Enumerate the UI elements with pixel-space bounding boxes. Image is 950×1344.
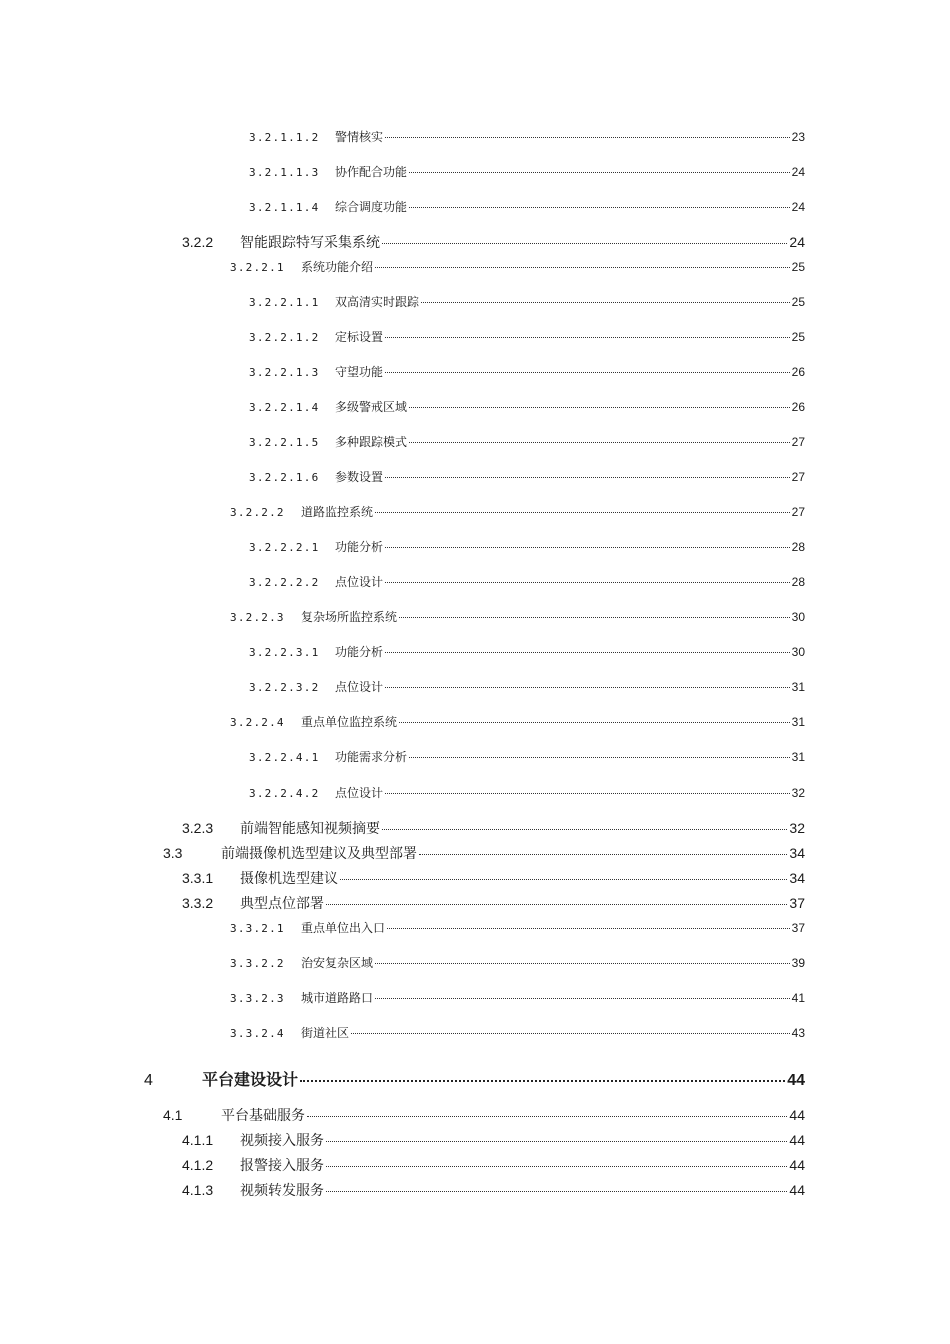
toc-entry[interactable]	[249, 538, 805, 555]
dot-leader	[375, 266, 790, 268]
toc-title: 视频转发服务	[240, 1183, 324, 1199]
toc-title: 平台基础服务	[221, 1108, 305, 1124]
toc-title: 道路监控系统	[301, 505, 374, 519]
dot-leader	[382, 242, 787, 244]
toc-number: 3.2.2.2	[230, 506, 285, 519]
toc-entry[interactable]	[163, 1105, 805, 1125]
toc-number: 4	[144, 1072, 153, 1089]
dot-leader	[307, 1115, 787, 1117]
toc-entry[interactable]	[249, 328, 805, 345]
toc-title: 多级警戒区域	[335, 400, 408, 414]
toc-number: 3.2.2.3	[230, 611, 285, 624]
dot-leader	[409, 406, 790, 408]
toc-entry[interactable]	[182, 893, 805, 913]
toc-number: 3.2.2.3.1	[249, 646, 320, 659]
dot-leader	[387, 927, 790, 929]
dot-leader	[375, 511, 790, 513]
toc-page-number: 32	[789, 820, 805, 836]
toc-entry[interactable]	[230, 919, 805, 936]
dot-leader	[399, 616, 790, 618]
toc-number: 3.2.2.4	[230, 716, 285, 729]
toc-page-number: 25	[791, 260, 805, 274]
toc-page-number: 27	[791, 470, 805, 484]
toc-number: 3.2.2.1.5	[249, 436, 320, 449]
toc-title: 复杂场所监控系统	[301, 610, 398, 624]
toc-entry[interactable]	[249, 643, 805, 660]
toc-number: 4.1.3	[182, 1182, 214, 1198]
toc-number: 4.1	[163, 1107, 183, 1123]
toc-title: 前端摄像机选型建议及典型部署	[221, 846, 417, 862]
toc-page-number: 32	[791, 786, 805, 800]
toc-title: 功能分析	[335, 645, 384, 659]
toc-title: 前端智能感知视频摘要	[240, 821, 380, 837]
toc-page-number: 37	[791, 921, 805, 935]
toc-page-number: 27	[791, 505, 805, 519]
dot-leader	[409, 206, 790, 208]
toc-title: 系统功能介绍	[301, 260, 374, 274]
toc-title: 重点单位监控系统	[301, 715, 398, 729]
dot-leader	[409, 756, 790, 758]
toc-entry[interactable]	[249, 128, 805, 145]
toc-page-number: 30	[791, 645, 805, 659]
toc-entry[interactable]	[249, 398, 805, 415]
toc-title: 多种跟踪模式	[335, 435, 408, 449]
toc-page-number: 24	[791, 200, 805, 214]
toc-page-number: 28	[791, 540, 805, 554]
toc-entry[interactable]	[249, 468, 805, 485]
toc-title: 智能跟踪特写采集系统	[240, 235, 380, 251]
toc-title: 综合调度功能	[335, 200, 408, 214]
dot-leader	[385, 686, 790, 688]
toc-page-number: 25	[791, 330, 805, 344]
toc-title: 重点单位出入口	[301, 921, 386, 935]
toc-title: 报警接入服务	[240, 1158, 324, 1174]
toc-title: 协作配合功能	[335, 165, 408, 179]
toc-page-number: 31	[791, 680, 805, 694]
toc-title: 平台建设设计	[202, 1070, 299, 1089]
toc-page-number: 41	[791, 991, 805, 1005]
toc-page-number: 24	[791, 165, 805, 179]
toc-number: 3.2.2.3.2	[249, 681, 320, 694]
toc-number: 3.2.2.2.2	[249, 576, 320, 589]
toc-entry[interactable]	[249, 163, 805, 180]
toc-title: 功能分析	[335, 540, 384, 554]
toc-entry[interactable]	[249, 198, 805, 215]
toc-number: 3.2.1.1.4	[249, 201, 320, 214]
toc-number: 3.2.2.4.2	[249, 787, 320, 800]
toc-page-number: 37	[789, 895, 805, 911]
toc-number: 3.2.2.1.6	[249, 471, 320, 484]
toc-number: 3.2.2	[182, 234, 214, 250]
dot-leader	[326, 1165, 787, 1167]
toc-page-number: 23	[791, 130, 805, 144]
toc-entry[interactable]	[182, 868, 805, 888]
dot-leader	[385, 136, 790, 138]
dot-leader	[300, 1079, 785, 1082]
toc-entry[interactable]	[249, 433, 805, 450]
toc-page-number: 25	[791, 295, 805, 309]
dot-leader	[399, 721, 790, 723]
toc-page-number: 34	[789, 870, 805, 886]
toc-page-number: 31	[791, 715, 805, 729]
toc-number: 4.1.1	[182, 1132, 214, 1148]
toc-page-number: 34	[789, 845, 805, 861]
toc-entry[interactable]	[182, 818, 805, 838]
toc-number: 3.3.2	[182, 895, 214, 911]
toc-title: 点位设计	[335, 786, 384, 800]
dot-leader	[385, 581, 790, 583]
toc-number: 3.2.1.1.3	[249, 166, 320, 179]
toc-page-number: 39	[791, 956, 805, 970]
toc-number: 3.2.2.1.4	[249, 401, 320, 414]
dot-leader	[385, 336, 790, 338]
toc-number: 3.3.1	[182, 870, 214, 886]
toc-title: 点位设计	[335, 575, 384, 589]
toc-title: 街道社区	[301, 1026, 350, 1040]
toc-page-number: 26	[791, 400, 805, 414]
dot-leader	[419, 853, 787, 855]
dot-leader	[409, 171, 790, 173]
toc-entry[interactable]	[230, 1024, 805, 1041]
toc-entry[interactable]	[230, 954, 805, 971]
dot-leader	[351, 1032, 790, 1034]
toc-title: 参数设置	[335, 470, 384, 484]
toc-number: 4.1.2	[182, 1157, 214, 1173]
toc-title: 摄像机选型建议	[240, 871, 338, 887]
dot-leader	[375, 997, 790, 999]
toc-title: 视频接入服务	[240, 1133, 324, 1149]
toc-entry[interactable]	[182, 1130, 805, 1150]
toc-title: 点位设计	[335, 680, 384, 694]
toc-entry[interactable]	[230, 503, 805, 520]
toc-entry[interactable]	[182, 1155, 805, 1175]
toc-page-number: 43	[791, 1026, 805, 1040]
toc-entry[interactable]	[230, 258, 805, 275]
toc-page-number: 26	[791, 365, 805, 379]
toc-number: 3.3.2.2	[230, 957, 285, 970]
dot-leader	[385, 476, 790, 478]
toc-number: 3.2.2.1.1	[249, 296, 320, 309]
toc-entry[interactable]	[230, 989, 805, 1006]
toc-number: 3.2.2.1.2	[249, 331, 320, 344]
toc-page-number: 44	[789, 1157, 805, 1173]
toc-entry[interactable]	[249, 363, 805, 380]
toc-title: 功能需求分析	[335, 750, 408, 764]
toc-number: 3.3.2.1	[230, 922, 285, 935]
toc-number: 3.2.2.2.1	[249, 541, 320, 554]
toc-entry[interactable]	[163, 843, 805, 863]
toc-title: 治安复杂区域	[301, 956, 374, 970]
dot-leader	[340, 878, 787, 880]
toc-entry[interactable]	[230, 608, 805, 625]
toc-title: 双高清实时跟踪	[335, 295, 420, 309]
toc-page-number: 44	[789, 1107, 805, 1123]
toc-page-number: 31	[791, 750, 805, 764]
toc-page-number: 44	[789, 1132, 805, 1148]
toc-title: 守望功能	[335, 365, 384, 379]
dot-leader	[385, 371, 790, 373]
dot-leader	[326, 1140, 787, 1142]
toc-number: 3.3.2.3	[230, 992, 285, 1005]
toc-number: 3.2.3	[182, 820, 214, 836]
toc-number: 3.3	[163, 845, 183, 861]
toc-entry[interactable]	[249, 784, 805, 801]
dot-leader	[409, 441, 790, 443]
toc-number: 3.2.2.1.3	[249, 366, 320, 379]
toc-entry[interactable]	[144, 1067, 805, 1090]
toc-entry[interactable]	[249, 293, 805, 310]
toc-number: 3.2.1.1.2	[249, 131, 320, 144]
toc-page-number: 44	[789, 1182, 805, 1198]
toc-entry[interactable]	[249, 678, 805, 695]
toc-number: 3.2.2.1	[230, 261, 285, 274]
dot-leader	[421, 301, 790, 303]
dot-leader	[385, 792, 790, 794]
dot-leader	[382, 828, 787, 830]
toc-title: 城市道路路口	[301, 991, 374, 1005]
toc-entry[interactable]	[182, 232, 805, 252]
dot-leader	[385, 546, 790, 548]
toc-number: 3.2.2.4.1	[249, 751, 320, 764]
toc-page-number: 30	[791, 610, 805, 624]
toc-page-number: 27	[791, 435, 805, 449]
toc-entry[interactable]	[249, 573, 805, 590]
toc-page-number: 28	[791, 575, 805, 589]
toc-title: 定标设置	[335, 330, 384, 344]
toc-page-number: 24	[789, 234, 805, 250]
dot-leader	[326, 1190, 787, 1192]
dot-leader	[385, 651, 790, 653]
toc-entry[interactable]	[249, 748, 805, 765]
dot-leader	[326, 903, 787, 905]
toc-title: 典型点位部署	[240, 896, 324, 912]
dot-leader	[375, 962, 790, 964]
toc-entry[interactable]	[182, 1180, 805, 1200]
toc-title: 警情核实	[335, 130, 384, 144]
toc-page-number: 44	[787, 1072, 805, 1089]
toc-number: 3.3.2.4	[230, 1027, 285, 1040]
toc-entry[interactable]	[230, 713, 805, 730]
